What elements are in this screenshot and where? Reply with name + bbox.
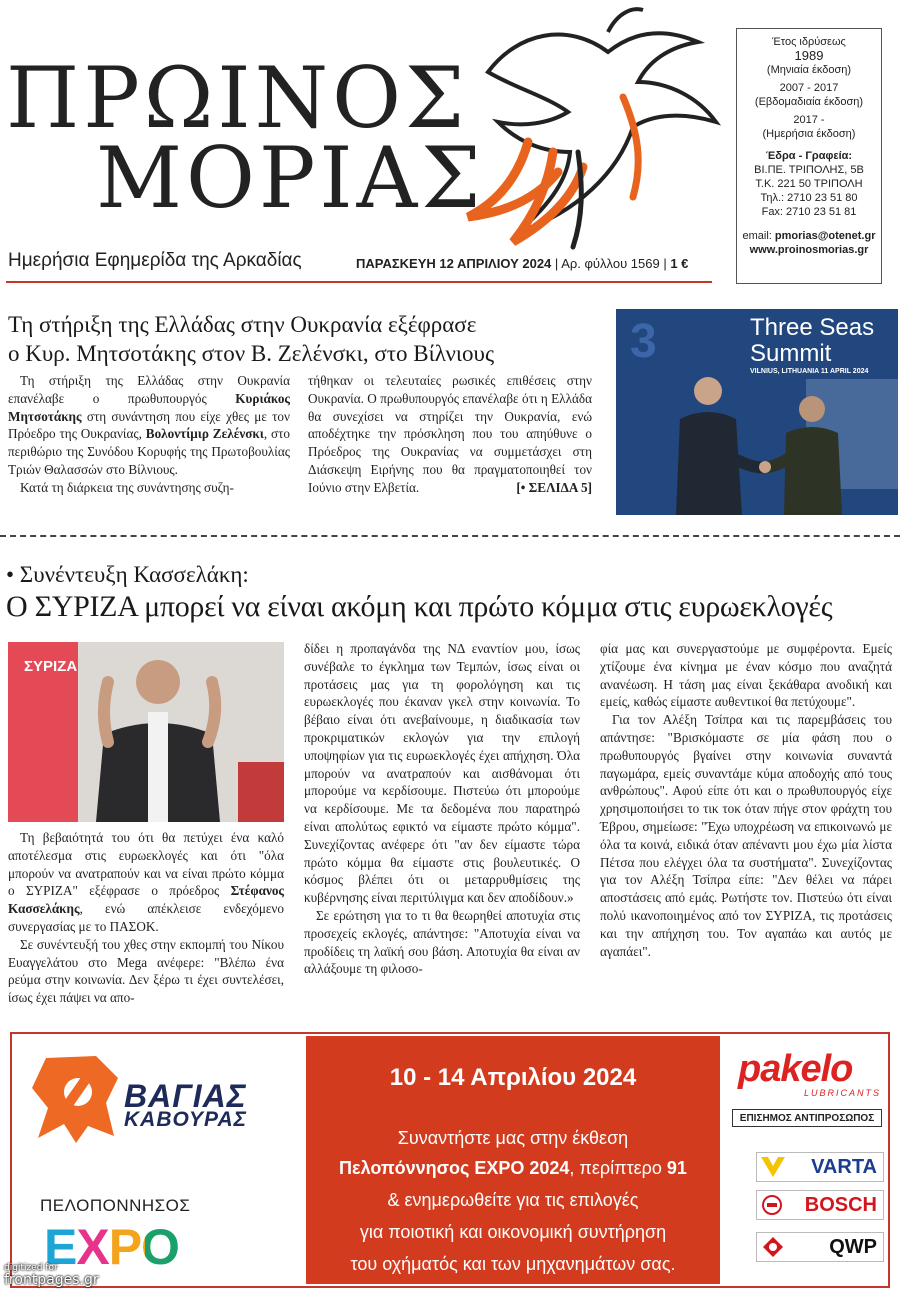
qwp-emblem-icon	[761, 1236, 785, 1258]
booth-number: 91	[666, 1158, 687, 1178]
watermark-small-text: digitized for	[4, 1263, 58, 1273]
bosch-logo: BOSCH	[756, 1190, 884, 1220]
email-link[interactable]: pmorias@otenet.gr	[774, 230, 876, 242]
pakelo-subtitle: LUBRICANTS	[804, 1088, 882, 1098]
watermark-text: frontpages.gr	[4, 1272, 99, 1288]
article2-column3	[600, 640, 892, 960]
article2-headline[interactable]: Ο ΣΥΡΙΖΑ μπορεί να είναι ακόμη και πρώτο κόμμα στις ευρωεκλογές	[6, 590, 833, 623]
section-divider	[0, 535, 900, 537]
email-line	[737, 229, 881, 243]
phone-number: Τηλ.: 2710 23 51 80	[760, 192, 858, 204]
article2-column1	[8, 829, 284, 1007]
summit-banner	[750, 315, 874, 377]
person-name: Στέφανος Κασσελάκης	[8, 883, 284, 917]
ad-company-name-line2: ΚΑΒΟΥΡΑΣ	[124, 1108, 248, 1131]
address-line1: ΒΙ.ΠΕ. ΤΡΙΠΟΛΗΣ, 5Β	[754, 164, 864, 176]
syriza-logo: ΣΥΡΙΖΑ	[24, 658, 78, 675]
article2-paragraph: Σε συνέντευξή του χθες στην εκπομπή του Νίκου Ευαγγελάτου στο Mega ανέφερε: "Βλέπω ένα ρεύμα στην κοινωνία. Δεν ξέρω τι έχει συντελέσει, ίσως έχει πάψει να απο-	[8, 936, 284, 1006]
daily-label: (Ημερήσια έκδοση)	[762, 128, 856, 140]
founded-label: Έτος ιδρύσεως	[772, 36, 846, 48]
article2-kicker: • Συνέντευξη Κασσελάκη:	[6, 562, 249, 587]
weekly-label: (Εβδομαδιαία έκδοση)	[754, 96, 864, 108]
email-label: email:	[742, 230, 772, 242]
issue-date: ΠΑΡΑΣΚΕΥΗ 12 ΑΠΡΙΛΙΟΥ 2024	[356, 256, 552, 271]
article1-column1	[8, 372, 290, 497]
varta-chevron-icon	[761, 1157, 785, 1177]
ad-text-line1: Συναντήστε μας στην έκθεση	[397, 1128, 629, 1148]
ad-dates: 10 - 14 Απριλίου 2024	[389, 1064, 637, 1091]
summit-banner-line1: Three Seas	[750, 314, 875, 341]
expo-name: Πελοπόννησος EXPO 2024	[339, 1158, 570, 1178]
pakelo-logo: pakelo	[738, 1048, 853, 1090]
weekly-years: 2007 - 2017	[779, 82, 839, 94]
article2-paragraph: Σε ερώτηση για το τι θα θεωρηθεί αποτυχία στις προσεχείς εκλογές, απάντησε: "Αποτυχία είναι να προδίδεις τη λαϊκή σου βάση. Αποτυχία θα είναι αν αλλάξουμε τη φιλοσο-	[304, 907, 580, 977]
website-link[interactable]: www.proinosmorias.gr	[749, 244, 869, 256]
ad-text-line3: & ενημερωθείτε για τις επιλογές	[387, 1190, 639, 1210]
daily-years: 2017 -	[793, 114, 825, 126]
ad-text-line4: για ποιοτική και οικονομική συντήρηση	[359, 1222, 667, 1242]
qwp-logo: QWP	[756, 1232, 884, 1262]
issue-number: Αρ. φύλλου 1569	[561, 256, 660, 271]
fax-number: Fax: 2710 23 51 81	[761, 206, 857, 218]
expo-region-label: ΠΕΛΟΠΟΝΝΗΣΟΣ	[40, 1196, 191, 1215]
masthead-rule	[6, 281, 712, 283]
article2-paragraph: Για τον Αλέξη Τσίπρα και τις παρεμβάσεις του απάντησε: "Βρισκόμαστε σε μία φάση που ο πρωθυπουργός βγαίνει στην κοινωνία συναντά παγωμάρα, εμείς συναντάμε κύμα αποδοχής από τους ανθρώπους". Αφού είπε ότι και ο πρωθυπουργός είχε χρησιμοποιήσει το τικ τοκ όταν πήγε στον φράχτη του Έβρου, σημείωσε: "Έχω υποχρέωση να επικοινωνώ με όλα τα κοινά, ειδικά όταν απέναντι μου έχω μία λίστα Πέτσα που ελέγχει όλα τα συστήματα". Συνεχίζοντας για τον Αλέξη Τσίπρα είπε: "Δεν θέλει να πάρει αποστάσεις από εμάς. Ρωτήστε τον. Πιστεύω ότι είναι πολύ ικανοποιημένος από τον ΣΥΡΙΖΑ, τις προτάσεις και την απήχηση του. Τον αγαπάω και αυτός με αγαπάει".	[600, 712, 892, 959]
article2-column2	[304, 640, 580, 978]
masthead-title-line2: ΜΟΡΙΑΣ	[96, 129, 485, 227]
ad-text-line2: Πελοπόννησος EXPO 2024, περίπτερο 91	[339, 1158, 687, 1178]
expo-logo-text: EXPO	[44, 1219, 179, 1275]
dove-logo-icon	[458, 2, 728, 262]
official-dealer-badge: ΕΠΙΣΗΜΟΣ ΑΝΤΙΠΡΟΣΩΠΟΣ	[732, 1109, 882, 1127]
kasselakis-photo	[8, 642, 284, 822]
article2-paragraph: δίδει η προπαγάνδα της ΝΔ εναντίον μου, ίσως συνέβαλε το έγκλημα των Τεμπών, ίσως είναι οι προτάσεις μας για τη φορολόγηση και τις ευρωεκλογές που έκαναν γκελ στην κοινωνία. Το βέβαιο είναι ότι ανεβαίνουμε, η διαδικασία των προκριματικών εκλογών για την επιλογή υποψηφίων για τις ευρωεκλογές έχει απήχηση. Όλα μπορούν να ανατραπούν και αισθάνομαι ότι μπορούμε να κερδίσουμε. Πιστεύω ότι μπορούμε να κερδίσουμε. Με τα δεδομένα που παρατηρώ είναι απολύτως εφικτό να είμαστε πρώτο κόμμα". Συνεχίζοντας ανέφερε ότι "αν δεν είμαστε τώρα πρώτο κόμμα θα είμαστε στις βουλευτικές. Ο κόσμος βλέπει ότι οι μεταρρυθμίσεις της κυβέρνησης είναι περιτύλιγμα και δεν αποδίδουν.»	[304, 641, 580, 906]
article1-headline-line2: ο Κυρ. Μητσοτάκης στον Β. Ζελένσκι, στο Βίλνιους	[8, 341, 495, 366]
varta-logo: VARTA	[756, 1152, 884, 1182]
page-reference[interactable]: [• ΣΕΛΙΔΑ 5]	[516, 479, 592, 495]
ad-text-line5: του οχήματός και των μηχανημάτων σας.	[350, 1254, 676, 1274]
article1-paragraph: Κατά τη διάρκεια της συνάντησης συζη-	[20, 479, 234, 495]
summit-photo	[616, 309, 898, 515]
summit-banner-line2: Summit	[750, 340, 832, 367]
summit-banner-line3: VILNIUS, LITHUANIA 11 APRIL 2024	[750, 368, 869, 375]
masthead-title-line1: ΠΡΩΙΝΟΣ	[6, 49, 469, 147]
bosch-armature-icon	[761, 1194, 783, 1216]
article1-headline[interactable]	[8, 310, 603, 368]
monthly-label: (Μηνιαία έκδοση)	[766, 64, 852, 76]
article1-paragraph: Τη στήριξη της Ελλάδας στην Ουκρανία επανέλαβε ο πρωθυπουργός Κυριάκος Μητσοτάκης στη συνάντηση που είχε χθες με τον Πρόεδρο της Ουκρανίας, Βολοντίμιρ Ζελένσκι, στο περιθώριο της Συνόδου Κορυφής της Πρωτοβουλίας Τριών Θαλασσών στο Βίλνιους.	[8, 373, 290, 477]
masthead-infobox	[736, 28, 882, 284]
masthead-dateline: ΠΑΡΑΣΚΕΥΗ 12 ΑΠΡΙΛΙΟΥ 2024 | Αρ. φύλλου 1569 | 1 €	[356, 256, 689, 271]
article1-column2	[308, 372, 592, 496]
article2-paragraph: Τη βεβαιότητά του ότι θα πετύχει ένα καλό αποτέλεσμα στις ευρωεκλογές και ότι "όλα μπορούν να ανατραπούν και να είναι πρώτο κόμμα ο ΣΥΡΙΖΑ" εξέφρασε ο πρόεδρος Στέφανος Κασσελάκης, ενώ απέκλεισε ενδεχόμενο συνεργασίας με το ΠΑΣΟΚ.	[8, 830, 284, 934]
founded-year: 1989	[794, 48, 824, 63]
office-label: Έδρα - Γραφεία:	[765, 150, 853, 162]
article1-paragraph: τήθηκαν οι τελευταίες ρωσικές επιθέσεις στην Ουκρανία. Ο πρωθυπουργός επανέλαβε ότι η Ελλάδα θα συνεχίσει να στηρίζει την Ουκρανία, ενώ αποδέχτηκε την πρόσκληση που του απηύθυνε ο Πρόεδρος της Ουκρανίας να συμμετάσχει στη Διάσκεψη Ειρήνης που θα πραγματοποιηθεί τον Ιούνιο στην Ελβετία.	[308, 373, 592, 495]
article2-paragraph: φία μας και συνεργαστούμε με συμφέροντα. Εμείς χτίζουμε ένα κίνημα με έναν κόσμο που αναζητά ανανέωση. Η τάση μας είναι ξεκάθαρα ανοδική και εμείς, καθώς είμαστε αυθεντικοί θα πετύχουμε".	[600, 641, 892, 710]
address-line2: Τ.Κ. 221 50 ΤΡΙΠΟΛΗ	[755, 178, 863, 190]
article1-headline-line1: Τη στήριξη της Ελλάδας στην Ουκρανία εξέφρασε	[8, 312, 477, 337]
svg-text:3: 3	[630, 315, 657, 368]
masthead-tagline: Ημερήσια Εφημερίδα της Αρκαδίας	[8, 250, 302, 271]
peloponnese-map-icon	[26, 1048, 126, 1148]
person-name: Κυριάκος Μητσοτάκης	[8, 390, 290, 424]
person-name: Βολοντίμιρ Ζελένσκι	[145, 426, 264, 442]
issue-price: 1 €	[670, 256, 689, 271]
frontpages-watermark	[4, 1262, 99, 1286]
ad-company-name-line1: ΒΑΓΙΑΣ	[124, 1078, 247, 1114]
